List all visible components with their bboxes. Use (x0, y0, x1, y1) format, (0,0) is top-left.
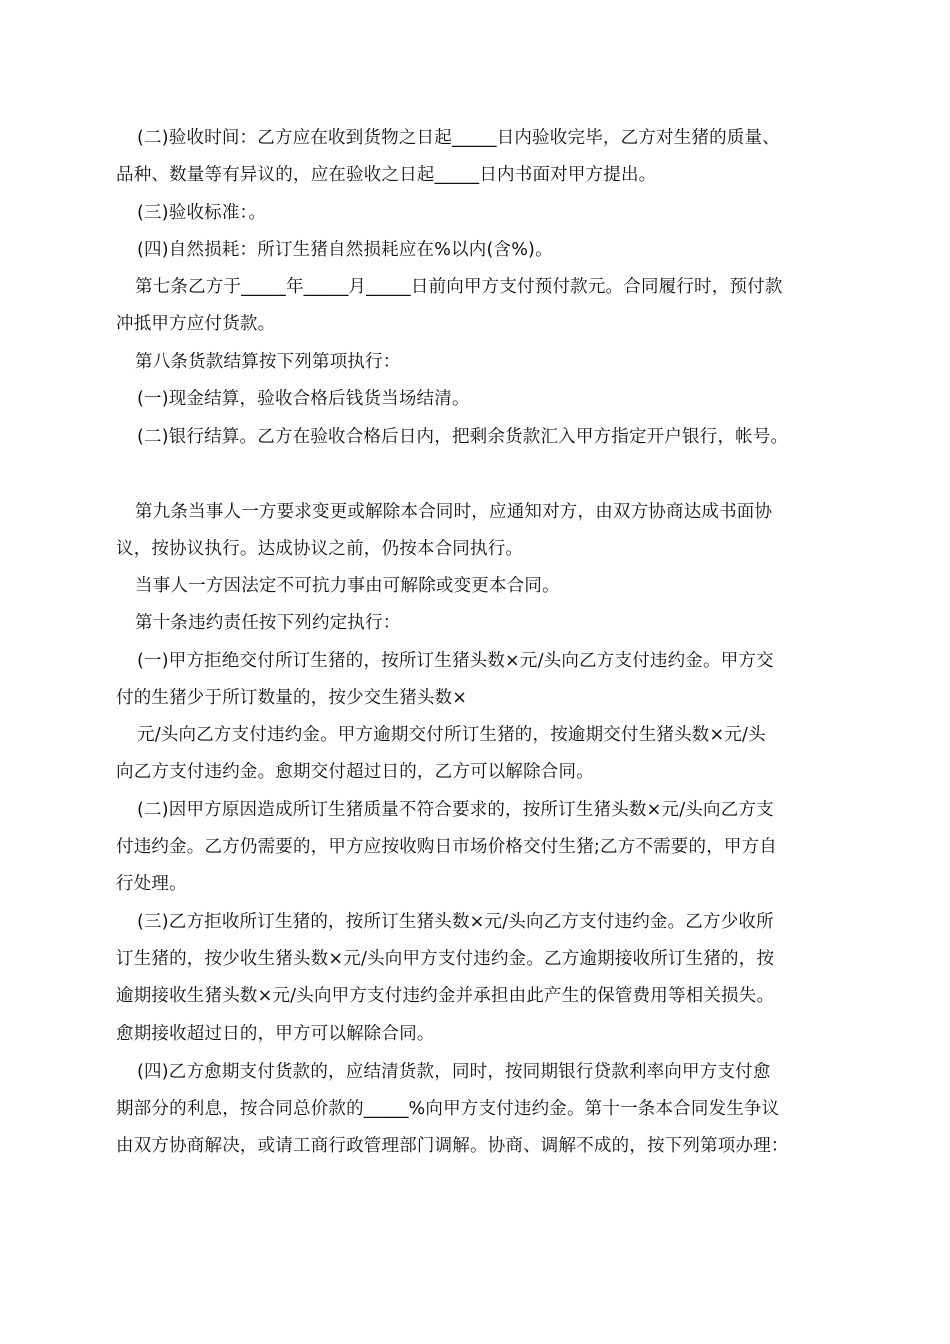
paragraph-line: 行处理。 (116, 874, 187, 894)
paragraph-line: 议，按协议执行。达成协议之前，仍按本合同执行。 (116, 539, 524, 559)
paragraph-line: (四)乙方愈期支付货款的，应结清货款，同时，按同期银行贷款利率向甲方支付愈 (137, 1062, 771, 1082)
paragraph-line: 第八条货款结算按下列第项执行： (135, 352, 401, 372)
paragraph-line: 第七条乙方于_____年_____月_____日前向甲方支付预付款元。合同履行时，预付款 (135, 277, 783, 297)
paragraph-line: 当事人一方因法定不可抗力事由可解除或变更本合同。 (135, 576, 560, 596)
paragraph-line: 冲抵甲方应付货款。 (116, 314, 276, 334)
paragraph-line: 元/头向乙方支付违约金。甲方逾期交付所订生猪的，按逾期交付生猪头数×元/头 (137, 725, 766, 745)
paragraph-line: 期部分的利息，按合同总价款的_____%向甲方支付违约金。第十一条本合同发生争议 (116, 1099, 780, 1119)
paragraph-line: 愈期接收超过日的，甲方可以解除合同。 (116, 1024, 435, 1044)
paragraph-line: (四)自然损耗：所订生猪自然损耗应在%以内(含%)。 (137, 240, 553, 260)
paragraph-line: 品种、数量等有异议的，应在验收之日起_____日内书面对甲方提出。 (116, 165, 657, 185)
paragraph-line: (二)验收时间：乙方应在收到货物之日起_____日内验收完毕，乙方对生猪的质量、 (137, 128, 780, 148)
paragraph-line: (二)因甲方原因造成所订生猪质量不符合要求的，按所订生猪头数×元/头向乙方支 (137, 800, 774, 820)
paragraph-line: 第十条违约责任按下列约定执行： (135, 613, 401, 633)
paragraph-line: 逾期接收生猪头数×元/头向甲方支付违约金并承担由此产生的保管费用等相关损失。 (116, 986, 775, 1006)
paragraph-line: (三)验收标准：。 (137, 203, 267, 223)
paragraph-line: (一)现金结算，验收合格后钱货当场结清。 (137, 389, 470, 409)
paragraph-line: (三)乙方拒收所订生猪的，按所订生猪头数×元/头向乙方支付违约金。乙方少收所 (137, 912, 774, 932)
paragraph-line: 付的生猪少于所订数量的，按少交生猪头数× (116, 688, 468, 708)
paragraph-line: 付违约金。乙方仍需要的，甲方应按收购日市场价格交付生猪;乙方不需要的，甲方自 (116, 837, 777, 857)
paragraph-line: 向乙方支付违约金。愈期交付超过日的，乙方可以解除合同。 (116, 762, 594, 782)
paragraph-line: 第九条当事人一方要求变更或解除本合同时，应通知对方，由双方协商达成书面协 (135, 502, 773, 522)
paragraph-line: 由双方协商解决，或请工商行政管理部门调解。协商、调解不成的，按下列第项办理： (116, 1136, 789, 1156)
paragraph-line: 订生猪的，按少收生猪头数×元/头向甲方支付违约金。乙方逾期接收所订生猪的，按 (116, 949, 775, 969)
paragraph-line: (二)银行结算。乙方在验收合格后日内，把剩余货款汇入甲方指定开户银行，帐号。 (137, 427, 789, 447)
paragraph-line: (一)甲方拒绝交付所订生猪的，按所订生猪头数×元/头向乙方支付违约金。甲方交 (137, 651, 774, 671)
